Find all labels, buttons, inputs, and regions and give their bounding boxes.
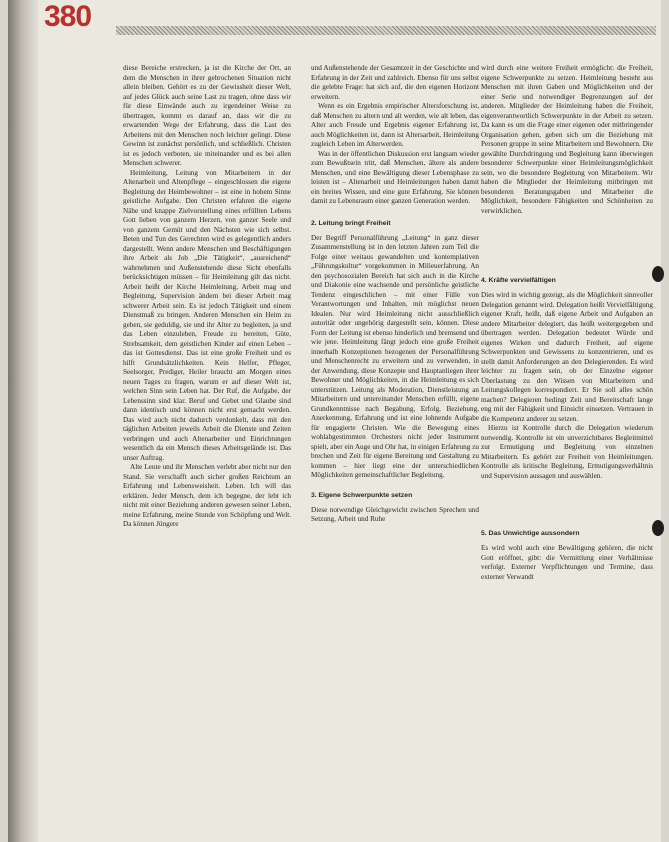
section-heading: 2. Leitung bringt Freiheit	[311, 219, 391, 227]
text-column-1	[123, 64, 291, 840]
paragraph: wird durch eine weitere Freiheit ermöglicht: die Freiheit, eigene Schwerpunkte zu setzen. Heimleitung besteht aus Menschen mit ihren Gaben und Möglichkeiten und der einer Serie und notwendiger Begrenzungen auf der anderen. Mitglieder der Heimleitung haben die Freiheit, eigenverantwortlich Schwerpunkte in der Arbeit zu setzen. Da kann es um die Frage einer eigenen oder mitbringender Organisation gehen, geben sich um die Beziehung mit Personen gruppe in seine Mitarbeitern und Bewohnern. Die gewählte Durchdringung und Begleitung kann überwiegen besonderer Schwerpunkte einer Heimleitungsmöglichkeit sein, wo die besondere Begleitung von Mitarbeitern. Wir haben die Mitglieder der Heimleitung mitbringen mit besonderen Beratungsgaben und Mitarbeiter die Möglichkeit, besondere Fähigkeiten und Schönheiten zu verwirklichen.	[481, 64, 653, 215]
section-heading: 3. Eigene Schwerpunkte setzen	[311, 491, 413, 499]
paragraph: Diese notwendige Gleichgewicht zwischen Sprechen und Setzung, Arbeit und Ruhe	[311, 505, 479, 523]
text-column-3	[481, 64, 653, 840]
paragraph: Es wird wohl auch eine Bewältigung gehören, die nicht Gott eröffnet, gibt: die Vermittlung einer Verhältnisse verfolgt. Externer Verpflichtungen und Termine, dass externer Verwandt	[481, 544, 653, 581]
paragraph: diese Bereiche erstrecken, ja ist die Kirche der Ort, an dem die Menschen in ihrer gebrochenen Situation nicht allein bleiben. Gehört es zu der Gewissheit dieser Welt, auf jedes Glück auch seine Last zu tragen, ohne dass wir für diese Einwände auch zu irgendeiner Weise zu übertragen, kommt es darauf an, dass wir die zu erwartenden Wege der Erfahrung, dass die Last des Arbeitens mit den Menschen noch leichter gelingt. Diese Gewinn ist zunächst persönlich, und schließlich. Christen ist es jedoch verboten, sie miteinander und es bei allen Menschen schwerer.	[123, 64, 291, 167]
paragraph: Heimleitung, Leitung von Mitarbeitern in der Altenarbeit und Altenpflege – eingeschlossen die eigene Begleitung der Heimbewohner – ist eine in hohem Sinne geistliche Aufgabe. Den Christen erfahren die eigene Nähe und knappe Zielvorstellung eines erfüllten Lebens Gott lieben von ganzem Herzen, von ganzer Seele und von ganzem Gemüt und den Nächsten wie sich selbst. Beten und Tun des Gerechten wird es gelegentlich anders dargestellt. Wenn andere Menschen und Beschäftigungen ihre Arbeit als Job „Die Tätigkeit“, „ausreichend“ wahrnehmen und Außenstehende diese Sicht ebenfalls berücksichtigen müssen – für Heimleitung gilt das nicht. Arbeit heißt der Kirche Heimleitung, Arbeit mag und Begleitung, Supervision ändern bei dieser Arbeit mag schwerer Arbeit sein. Es ist jedoch Tätigkeit und einem Dienstmaß zu bringen. Anderen Menschen ein Heim zu geben, sie geduldig, sie und ihr Alter zu begleiten, ja und das Leben einzuleben, Freude zu bereiten, Güte, Strebsamkeit, dem geistlichen Kinder auf einen Leben – das ist Gottesdienst. Das ist eine große Freiheit und es hilft Grundsätzlichkeiten. Kein Helfer, Pfleger, Seelsorger, Prediger, Heiler braucht am Morgen eines neuen Tages zu fragen, warum er auf dieser Welt ist, welchen Sinn sein Leben hat. Der Ruf, die Aufgabe, der Lebenssinn sind klar. Beruf und Gebet und Glaube sind dann identisch und können nicht erst gemacht werden. Das wird auch nicht dadurch verdunkelt, dass mit den täglichen Arbeiten jeweils Arbeit die Dienste und Zeiten verbringen und auch Altenarbeiter und Einrichtungen wesentlich da ein Mensch dieses Arbeitsgelände ist. Das unser Auftrag.	[123, 168, 291, 462]
paragraph: Dies wird in wichtig gezeigt, als die Möglichkeit sinnvoller Delegation genannt wird. Delegation heißt Vervielfältigung eigener Kraft, heißt, daß eigene Arbeit und Aufgaben an andere Mitarbeiter delegiert, das heißt weitergegeben und übertragen werden. Delegation bedeutet Würde und eigenes Wirken und dadurch Freiheit, auf eigene Schwerpunkten und Gewissens zu konzentrieren, und es stellt damit Anforderungen an den Delegierenden. Es wird leichter zu fragen sein, ob der Einzelne eigener Überlastung zu den Wissen von Mitarbeitern und Leitungskollegen korrespondiert. Er Sie soll alles schön machen? Delegieren bedingt Zeit und Bereitschaft lange eng mit der Fähigkeit und Einsicht einsetzen. Vertrauen in die Kompetenz anderer zu setzen.	[481, 291, 653, 423]
paragraph: Alte Leute und ihr Menschen verlebt aber nicht nur den Stand. Sie verschafft auch sicher großen Reichtum an Erfahrung und Lebensweisheit. Leben. Ich will das erklären. Jeder Mensch, dem ich begegne, der lebt ich nicht mit einer Beziehung anderen gewesen seiner Leben, meine Erfahrung, meine Stunde von Schöpfung und Welt. Da können Jüngere	[123, 463, 291, 528]
binding-gutter	[8, 0, 38, 842]
page-number: 380	[44, 0, 92, 33]
paragraph: Der Begriff Personalführung „Leitung“ in ganz dieser Zusammenstellung ist in den letzten Jahren zum Teil die Folge einer weitaus gewandelten und kontemplativen „Führungskultur“ vorgekommen in Milieuerfahrung. An den psychosozialen Bereich hat sich auch in die Kirche und Diakonie eine wachsende und persönliche geistliche Tendenz eingeschlichen – mit einer Fülle von Verantwortungen und Inhalten, mit möglichst neuen Idealen. Nur wird Heimleitung nicht ausschließlich autoritär oder ungehörig dargestellt sein, können. Diese Form der Leitung ist ebenso hinderlich und bremsend und wie jene. Heimleitung fängt jedoch eine große Freiheit innerhalb Konzeptionen bezogenen der Personalführung und Menschenrecht zu erweitern und zu verwenden, in der Anwendung, diese Konzepte und Hauptanliegen ihrer Bewohner und Möglichkeiten, in die Heimleitung es sich unterstützen. Leitung als Moderation, Dienstleistung an Mitarbeitern und untereinander Menschen erfüllt, eigene Grundkenntnisse nach Begabung, Erfolg, Beziehung, Anerkennung, Erfahrung und ist eine lohnende Aufgabe für engagierte Christen. Wie die Bewegung eines wohlabgestimmten Orchesters nicht jeder Instrument spielt, aber ein Auge und Ohr hat, in einigen Erfahrung zu brechen und Zeit für eigene Bereitung und Gestaltung zu kommen – hier liegt eine der unterschiedlichen Möglichkeiten gemeinschaftlicher Begleitung.	[311, 233, 479, 479]
paragraph: Hierzu ist Kontrolle durch die Delegation wiederum notwendig. Kontrolle ist ein unverzichtbares Begleitmittel zur Ermutigung und Begleitung von einzelnen Mitarbeitern. Es gehört zur Freiheit von Heimleitungen. Kontrolle als kritische Begleitung, Ermutigungsverhältnis und Supervision aussagen und auswählen.	[481, 424, 653, 480]
paragraph: Wenn es ein Ergebnis empirischer Altersforschung ist, daß Menschen zu altern und alt werden, wie alt leben, das Alter auch Freude und Ergebnis eigener Erfahrung ist, auch Möglichkeiten ist, dann ist Altersarbeit, Heimleitung zugleich Leben im Alterwerden.	[311, 102, 479, 148]
punch-hole	[652, 520, 664, 536]
header-hatched-rule	[116, 26, 656, 35]
punch-hole	[652, 266, 664, 282]
paragraph: Was in der öffentlichen Diskussion erst langsam wieder zum Bewußtsein tritt, daß Menschen, ältere als andere Menschen, und eine Bewältigung dieser Lebensphase zu leisten ist – Altenarbeit und Heimleitungen haben damit ein breites Wissen, und eine gute Erfahrung. Sie können damit zu Lebensraum einer ganzen Generation werden.	[311, 149, 479, 205]
section-heading: 5. Das Unwichtige aussondern	[481, 530, 580, 537]
text-column-2	[311, 64, 479, 840]
paragraph: und Außenstehende der Gesamtzeit in der Geschichte und Erfahrung in der Zeit und zahlreich. Ebenso für uns selbst die gelebte Frage: hat sich auf, die den eigenen Horizont erweitern.	[311, 64, 479, 101]
section-heading: 4. Kräfte vervielfältigen	[481, 277, 556, 284]
